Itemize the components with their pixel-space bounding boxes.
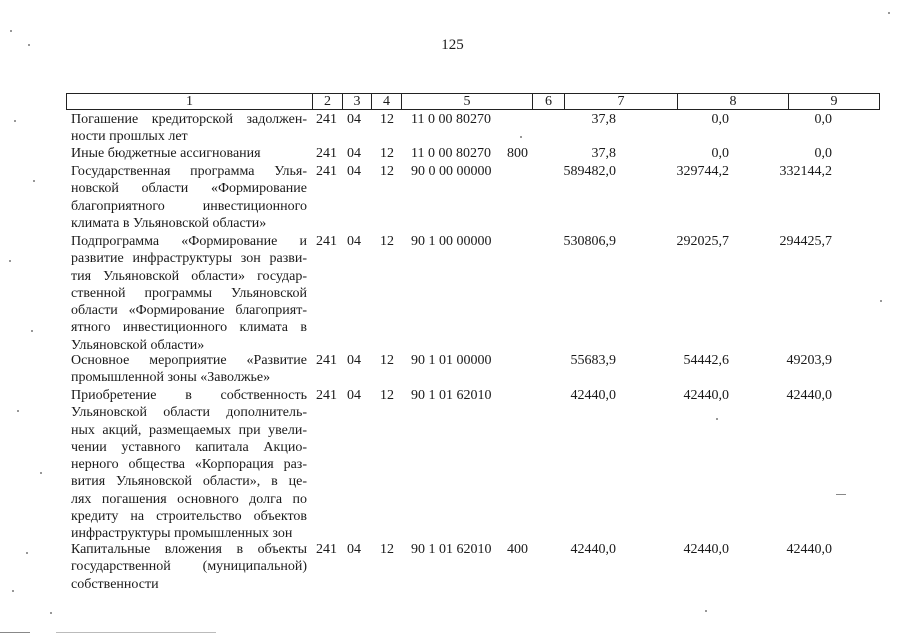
header-col-1: 1 — [67, 94, 313, 110]
row-name — [71, 111, 307, 146]
row-name-line: инфраструктуры промышленных зон — [71, 526, 293, 542]
row-name-line: области «Формирование благоприят- — [71, 303, 307, 319]
header-col-9: 9 — [789, 94, 880, 110]
row-code-target: 90 1 01 00000 — [411, 353, 492, 368]
row-name-line: лях погашения основного долга по — [71, 491, 307, 507]
row-code-admin: 241 — [316, 234, 337, 249]
header-col-5: 5 — [402, 94, 533, 110]
row-value-9: 42440,0 — [786, 542, 832, 557]
row-code-subsection: 12 — [380, 112, 394, 127]
row-name — [71, 233, 307, 354]
row-name-line: промышленной зоны «Заволжье» — [71, 370, 271, 386]
row-value-7: 42440,0 — [570, 542, 616, 557]
row-name-line: ятного инвестиционного климата в — [71, 320, 307, 336]
row-name — [71, 541, 307, 593]
row-value-7: 37,8 — [591, 146, 616, 161]
row-value-9: 294425,7 — [779, 234, 832, 249]
row-value-9: 0,0 — [814, 146, 832, 161]
row-name-line: Ульяновской области дополнитель- — [71, 405, 307, 421]
row-name-line: Погашение кредиторской задолжен- — [71, 112, 307, 127]
row-name-line: государственной (муниципальной) — [71, 559, 307, 575]
row-code-expense: 800 — [507, 146, 528, 161]
header-col-2: 2 — [313, 94, 343, 110]
header-col-4: 4 — [372, 94, 402, 110]
row-code-target: 90 1 01 62010 — [411, 388, 492, 403]
row-code-admin: 241 — [316, 112, 337, 127]
row-value-8: 329744,2 — [676, 164, 729, 179]
row-value-7: 589482,0 — [563, 164, 616, 179]
row-code-admin: 241 — [316, 388, 337, 403]
page-number: 125 — [441, 37, 464, 53]
row-value-9: 0,0 — [814, 112, 832, 127]
header-col-8: 8 — [678, 94, 789, 110]
row-code-target: 90 0 00 00000 — [411, 164, 492, 179]
row-value-9: 49203,9 — [786, 353, 832, 368]
row-code-subsection: 12 — [380, 542, 394, 557]
row-value-8: 42440,0 — [683, 388, 729, 403]
row-code-subsection: 12 — [380, 164, 394, 179]
row-name — [71, 352, 307, 387]
row-name-line: Ульяновской области» — [71, 337, 205, 353]
row-name-line: чении уставного капитала Акцио- — [71, 439, 307, 455]
row-name-line: Государственная программа Улья- — [71, 164, 307, 179]
row-code-expense: 400 — [507, 542, 528, 557]
row-name-line: собственности — [71, 576, 159, 592]
row-code-section: 04 — [347, 353, 361, 368]
row-name-line: ственной программы Ульяновской — [71, 285, 307, 301]
row-code-target: 11 0 00 80270 — [411, 146, 491, 161]
row-value-7: 530806,9 — [563, 234, 616, 249]
row-code-target: 11 0 00 80270 — [411, 112, 491, 127]
row-value-7: 42440,0 — [570, 388, 616, 403]
row-name — [71, 145, 307, 162]
row-code-admin: 241 — [316, 353, 337, 368]
row-name-line: благоприятного инвестиционного — [71, 198, 307, 214]
row-code-section: 04 — [347, 164, 361, 179]
header-col-6: 6 — [533, 94, 565, 110]
row-code-subsection: 12 — [380, 353, 394, 368]
row-name-line: Капитальные вложения в объекты — [71, 542, 307, 557]
row-code-target: 90 1 01 62010 — [411, 542, 492, 557]
row-value-7: 55683,9 — [570, 353, 616, 368]
row-value-8: 0,0 — [711, 112, 729, 127]
row-code-section: 04 — [347, 234, 361, 249]
row-value-9: 332144,2 — [779, 164, 832, 179]
row-code-admin: 241 — [316, 542, 337, 557]
row-value-8: 54442,6 — [683, 353, 729, 368]
row-value-7: 37,8 — [591, 112, 616, 127]
row-name-line: Подпрограмма «Формирование и — [71, 234, 307, 249]
header-col-3: 3 — [343, 94, 372, 110]
row-value-8: 0,0 — [711, 146, 729, 161]
row-code-admin: 241 — [316, 146, 337, 161]
row-code-subsection: 12 — [380, 146, 394, 161]
row-name-line: вития Ульяновской области», в це- — [71, 474, 307, 490]
row-name — [71, 163, 307, 232]
row-value-8: 292025,7 — [676, 234, 729, 249]
row-name-line: Основное мероприятие «Развитие — [71, 353, 307, 368]
row-name-line: кредиту на строительство объектов — [71, 509, 307, 525]
row-name-line: развитие инфраструктуры зон разви- — [71, 251, 307, 267]
row-code-target: 90 1 00 00000 — [411, 234, 492, 249]
row-code-subsection: 12 — [380, 234, 394, 249]
row-name-line: ных акций, размещаемых при увели- — [71, 422, 307, 438]
row-name-line: Приобретение в собственность — [71, 388, 307, 403]
row-value-8: 42440,0 — [683, 542, 729, 557]
row-name-line: Иные бюджетные ассигнования — [71, 146, 261, 161]
row-value-9: 42440,0 — [786, 388, 832, 403]
row-code-subsection: 12 — [380, 388, 394, 403]
header-col-7: 7 — [565, 94, 678, 110]
row-name-line: климата в Ульяновской области» — [71, 215, 267, 231]
row-code-section: 04 — [347, 146, 361, 161]
row-code-section: 04 — [347, 388, 361, 403]
row-name-line: новской области «Формирование — [71, 181, 307, 197]
row-name-line: ности прошлых лет — [71, 129, 188, 145]
row-code-section: 04 — [347, 542, 361, 557]
row-name-line: тия Ульяновской области» государ- — [71, 268, 307, 284]
row-name — [71, 387, 307, 543]
row-name-line: нерного общества «Корпорация раз- — [71, 457, 307, 473]
row-code-admin: 241 — [316, 164, 337, 179]
row-code-section: 04 — [347, 112, 361, 127]
